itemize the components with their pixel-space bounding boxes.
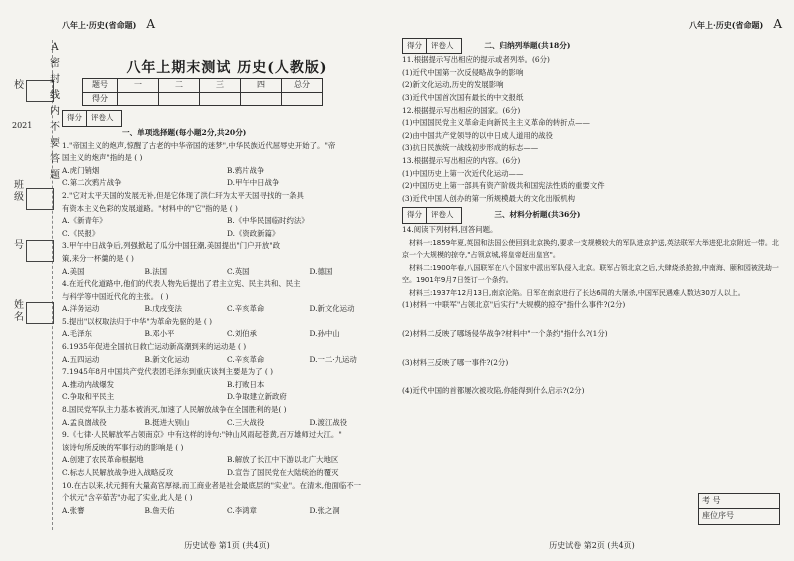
question-7: 7.1945年8月中国共产党代表团毛泽东到重庆谈判主要是为了 ( ) xyxy=(62,367,274,377)
subq-2: (2)材料二反映了哪场侵华战争?材料中"一个条约"指什么?(1分) xyxy=(402,329,608,339)
question-2: 2."它对太平天国的发展无补,但是它体现了洪仁玕为太平天国寻找的一条具 xyxy=(62,190,304,200)
question-10: 10.在古以来,状元拥有大量高官厚禄,而工商业者是社会最底层的"实业"。在清末,他面临不一 xyxy=(62,480,362,490)
grader-box-3: 得分 评卷人 xyxy=(402,207,462,224)
score-table: 题号 一 二 三 四 总分 得分 xyxy=(82,78,323,106)
question-6: 6.1935年促进全国抗日救亡运动新高潮到来的运动是 ( ) xyxy=(62,342,247,352)
question-13: 13.根据提示写出相应的内容。(6分) xyxy=(402,155,521,165)
binding-margin xyxy=(6,40,53,530)
question-12: 12.根据提示写出相应的国家。(6分) xyxy=(402,105,521,115)
name-label: 姓名 xyxy=(14,300,24,323)
subq-1: (1)材料一中联军"占领北京"后实行"大规模的掠夺"指什么事件?(2分) xyxy=(402,300,626,310)
page-header: 八年上·历史(省命题) A xyxy=(62,17,156,31)
class-label: 班级 xyxy=(14,180,24,203)
grader-box: 得分 评卷人 xyxy=(62,110,122,127)
page-header-2: 八年上·历史(省命题) A xyxy=(688,17,782,31)
question-4: 4.在近代化道路中,他们的代表人物先后提出了君主立宪、民主共和、民主 xyxy=(62,279,301,289)
page-footer-2: 历史试卷 第2页 (共4页) xyxy=(549,541,635,551)
grader-box-2: 得分 评卷人 xyxy=(402,38,462,55)
no-answer-warning: A密封线内不要答题 xyxy=(50,42,60,181)
question-5: 5.提出"以权取法归于中华"为革命先驱的是 ( ) xyxy=(62,316,212,326)
material-three: 材料三:1937年12月13日,南京沦陷。日军在南京进行了长达6周的大屠杀,中国军民遇难人数达30万人以上。 xyxy=(409,288,745,297)
exam-title: 八年上期末测试 历史(人教版) xyxy=(126,59,328,76)
id-box[interactable] xyxy=(26,240,54,262)
question-14: 14.阅读下列材料,回答问题。 xyxy=(402,224,498,234)
name-box[interactable] xyxy=(26,302,54,324)
material-one: 材料一:1859年夏,英国和法国公使回到北京换约,要求一支规模较大的军队进京护送,英法联军大举进犯北京附近一带。北京一个大规模的掠夺,"占领京城,将皇帝赶出皇宫"。 xyxy=(402,238,779,260)
question-3: 3.甲午中日战争后,列强掀起了瓜分中国狂潮,美国提出"门户开放"政 xyxy=(62,241,281,251)
material-two: 材料二:1900年春,八国联军在八个国家中派出军队侵入北京。联军占领北京之后,大肆烧杀抢掠,中南海、颐和园被洗劫一空。1901年9月7日签订一个条约。 xyxy=(402,263,779,285)
subq-4: (4)近代中国的首都屡次被攻陷,你能得到什么启示?(2分) xyxy=(402,386,585,396)
answer-space-2[interactable] xyxy=(402,341,782,357)
class-box[interactable] xyxy=(26,188,54,210)
question-8: 8.国民党军队主力基本被消灭,加速了人民解放战争在全国胜利的是( ) xyxy=(62,405,287,415)
question-9: 9.《七律·人民解放军占领南京》中有这样的诗句:"钟山风雨起苍黄,百万雄师过大江。" xyxy=(62,430,342,440)
section-three-title: 三、材料分析题(共36分) xyxy=(494,210,581,220)
question-1: 1."帝国主义的炮声,惊醒了古老的中华帝国的迷梦",中华民族近代屈辱史开始了。"帝 xyxy=(62,140,336,150)
section-two-title: 二、归纳列举题(共18分) xyxy=(484,40,571,50)
answer-space-1[interactable] xyxy=(402,312,782,328)
section-one-title: 一、单项选择题(每小题2分,共20分) xyxy=(122,127,247,137)
school-label: 校 xyxy=(14,80,24,91)
page-one: 八年上·历史(省命题) A 八年上期末测试 历史(人教版) 题号 一 二 三 四 总分 得分 得分 评卷人 一、单项选择题(每小题2分,共20分) 1."帝国主义的炮声,惊醒了古老的中华帝国的迷梦",中华民族近代屈辱史开始了。"帝 国主义的炮声"指的是 ( ) A.虎门销烟 B.鸦片战争 C.第二次鸦片战争 D.甲午中日战争 2."它对太平天国的发展无补,但是它体现了洪仁玕为太平天国寻找的一条具 有资本主义色彩的发展道路。"材料中的"它"指的是 ( ) A.《新青年》 B.《中华民国临时约法》 C.《民报》 D.《资政新篇》 3.甲午中日战争后,列强掀起了瓜分中国狂潮,美国提出"门户开放"政 策,来分一杯羹的是 ( ) A.美国 B.法国 C.英国 D.德国 4.在近代化道路中,他们的代表人物先后提出了君主立宪、民主共和、民主 与科学等中国近代化的主张。 ( ) A.洋务运动 B.戊戌变法 C.辛亥革命 D.新文化运动 5.提出"以权取法归于中华"为革命先驱的是 ( ) A.毛泽东 B.邓小平 C.刘伯承 D.孙中山 6.1935年促进全国抗日救亡运动新高潮到来的运动是 ( ) A.五四运动 B.新文化运动 C.辛亥革命 D.一二·九运动 7.1945年8月中国共产党代表团毛泽东到重庆谈判主要是为了 ( ) A.推动内战爆发 B.打败日本 C.争取和平民主 D.争取建立新政府 8.国民党军队主力基本被消灭,加速了人民解放战争在全国胜利的是( ) A.孟良崮战役 B.挺进大别山 C.三大战役 D.渡江战役 9.《七律·人民解放军占领南京》中有这样的诗句:"钟山风雨起苍黄,百万雄师过大江。" 该诗句所反映的军事行动的影响是 ( ) A.创建了农民革命根据地 B.解放了长江中下游以北广大地区 C.标志人民解放战争进入战略反攻 D.宣告了国民党在大陆统治的覆灭 10.在古以来,状元拥有大量高官厚禄,而工商业者是社会最底层的"实业"。在清末,他面临不一 个状元"含辛茹苦"办起了实业,此人是 ( ) A.张謇 B.詹天佑 C.李鸿章 D.张之洞 历史试卷 第1页 (共4页) xyxy=(62,18,392,553)
id-label: 号 xyxy=(14,240,24,251)
year-label: 2021 xyxy=(12,121,33,130)
page-footer-1: 历史试卷 第1页 (共4页) xyxy=(184,541,270,551)
question-11: 11.根据提示写出相应的提示或者列举。(6分) xyxy=(402,55,550,65)
options-1: A.虎门销烟 B.鸦片战争 xyxy=(62,165,265,175)
subq-3: (3)材料三反映了哪一事件?(2分) xyxy=(402,357,509,367)
seat-number-box: 考 号 座位序号 xyxy=(698,493,780,525)
page-two: 八年上·历史(省命题) A 得分 评卷人 二、归纳列举题(共18分) 11.根据提示写出相应的提示或者列举。(6分) (1)近代中国第一次反侵略战争的影响 (2)新文化运动,历史的发展影响 (3)近代中国首次国有最长的中文报纸 12.根据提示写出相应的国家。(6分) (1)中国国民党主义革命走向新民主主义革命的转折点—— (2)由中国共产党领导的以中日成人道用的战役 (3)抗日民族统一战线初步形成的标志—— 13.根据提示写出相应的内容。(6分) (1)中国历史上第一次近代化运动—— (2)中国历史上第一部具有资产阶级共和国宪法性质的重要文件 (3)近代中国人创办的第一所规模最大的文化出版机构 得分 评卷人 三、材料分析题(共36分) 14.阅读下列材料,回答问题。 材料一:1859年夏,英国和法国公使回到北京换约,要求一支规模较大的军队进京护送,英法联军大举进犯北京附近一带。北京一个大规模的掠夺,"占领京城,将皇帝赶出皇宫"。 材料二:1900年春,八国联军在八个国家中派出军队侵入北京。联军占领北京之后,大肆烧杀抢掠,中南海、颐和园被洗劫一空。1901年9月7日签订一个条约。 材料三:1937年12月13日,南京沦陷。日军在南京进行了长达6周的大屠杀,中国军民遇难人数达30万人以上。 (1)材料一中联军"占领北京"后实行"大规模的掠夺"指什么事件?(2分) (2)材料二反映了哪场侵华战争?材料中"一个条约"指什么?(1分) (3)材料三反映了哪一事件?(2分) (4)近代中国的首都屡次被攻陷,你能得到什么启示?(2分) 考 号 座位序号 历史试卷 第2页 (共4页) xyxy=(402,18,782,553)
answer-space-3[interactable] xyxy=(402,369,782,385)
